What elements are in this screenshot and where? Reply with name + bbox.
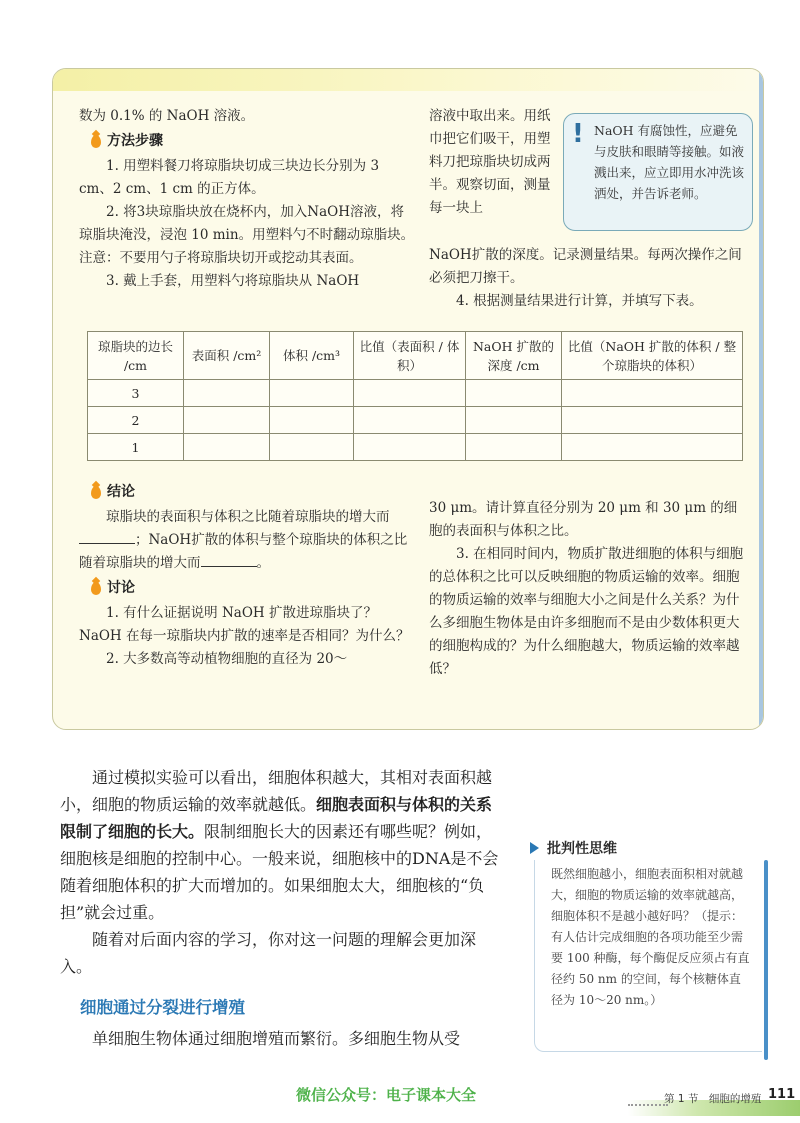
table-row bbox=[88, 407, 743, 434]
warning-callout bbox=[563, 113, 753, 231]
table-cell bbox=[466, 434, 562, 461]
conclusion-title: 结论 bbox=[107, 484, 135, 500]
step-4: 4. 根据测量结果进行计算，并填写下表。 bbox=[456, 293, 703, 309]
table-cell bbox=[354, 380, 466, 407]
warning-text: NaOH 有腐蚀性，应避免与皮肤和眼睛等接触。如液溅出来，应立即用水冲洗该洒处，并告诉老师。 bbox=[594, 123, 745, 201]
conclusion-part-a: 琼脂块的表面积与体积之比随着琼脂块的增大而 bbox=[106, 509, 390, 525]
drop-icon bbox=[91, 582, 101, 595]
method-heading bbox=[91, 130, 415, 153]
results-table bbox=[87, 331, 743, 461]
table-cell bbox=[270, 380, 354, 407]
paragraph-1 bbox=[60, 764, 500, 926]
table-cell bbox=[354, 434, 466, 461]
conclusion-discussion-left bbox=[79, 479, 415, 671]
table-cell bbox=[270, 434, 354, 461]
step-1: 1. 用塑料餐刀将琼脂块切成三块边长分别为 3 cm、2 cm、1 cm 的正方体。 bbox=[79, 158, 380, 197]
watermark: 微信公众号：电子课本大全 bbox=[296, 1086, 477, 1104]
conclusion-heading bbox=[91, 481, 415, 504]
sidebar-heading bbox=[530, 838, 758, 858]
answer-blank[interactable] bbox=[79, 530, 135, 544]
page-number: 111 bbox=[768, 1087, 796, 1102]
conclusion-text bbox=[79, 506, 415, 575]
step-2: 2. 将3块琼脂块放在烧杯内，加入NaOH溶液，将琼脂块淹没，浸泡 10 min。用塑料勺不时翻动琼脂块。注意：不要用勺子将琼脂块切开或挖动其表面。 bbox=[79, 204, 415, 266]
sidebar-title: 批判性思维 bbox=[547, 841, 617, 857]
conclusion-part-b: ；NaOH扩散的体积与整个琼脂块的体积之比随着琼脂块的增大而 bbox=[79, 532, 408, 571]
method-title: 方法步骤 bbox=[107, 133, 163, 149]
header-ratio-diffusion-vol: 比值（NaOH 扩散的体积 / 整个琼脂块的体积） bbox=[562, 332, 743, 380]
table-cell bbox=[354, 407, 466, 434]
step3-continuation-bottom: NaOH扩散的深度。记录测量结果。每两次操作之间必须把刀擦干。 bbox=[429, 247, 742, 286]
table-cell bbox=[270, 407, 354, 434]
drop-icon bbox=[91, 486, 101, 499]
table-cell bbox=[466, 380, 562, 407]
table-header-row bbox=[88, 332, 743, 380]
main-body bbox=[60, 764, 500, 1052]
discussion-title: 讨论 bbox=[107, 580, 135, 596]
discussion-2-cont: 30 μm。请计算直径分别为 20 μm 和 30 μm 的细胞的表面积与体积之比。 bbox=[429, 500, 738, 539]
experiment-box bbox=[52, 68, 764, 730]
table-cell bbox=[184, 380, 270, 407]
answer-blank[interactable] bbox=[201, 553, 257, 567]
table-row bbox=[88, 434, 743, 461]
critical-thinking-sidebar bbox=[518, 838, 758, 1056]
discussion-heading bbox=[91, 577, 415, 600]
paragraph-3: 单细胞生物体通过细胞增殖而繁衍。多细胞生物从受 bbox=[92, 1029, 461, 1048]
table-row bbox=[88, 380, 743, 407]
table-cell bbox=[562, 380, 743, 407]
header-diffusion-depth: NaOH 扩散的深度 /cm bbox=[466, 332, 562, 380]
step3-continuation-top: 溶液中取出来。用纸巾把它们吸干，用塑料刀把琼脂块切成两半。观察切面，测量每一块上 bbox=[429, 108, 551, 216]
header-edge-length: 琼脂块的边长 /cm bbox=[88, 332, 184, 380]
table-cell bbox=[184, 434, 270, 461]
conclusion-end: 。 bbox=[256, 555, 270, 571]
paragraph-1-b: 限制细胞长大的因素还有哪些呢？例如，细胞核是细胞的控制中心。一般来说，细胞核中的DNA是不会随着细胞体积的扩大而增加的。如果细胞太大，细胞核的“负担”就会过重。 bbox=[60, 822, 499, 922]
discussion-right bbox=[429, 497, 749, 681]
step-3: 3. 戴上手套，用塑料勺将琼脂块从 NaOH bbox=[106, 273, 360, 289]
experiment-right-column bbox=[429, 244, 749, 313]
chapter-label: 第 1 节 细胞的增殖 bbox=[664, 1093, 762, 1105]
exclamation-icon: ! bbox=[572, 119, 584, 149]
key-sentence: 细胞表面积与体积的关系限制了细胞的长大。 bbox=[60, 795, 493, 841]
table-cell bbox=[562, 407, 743, 434]
intro-line: 数为 0.1% 的 NaOH 溶液。 bbox=[79, 108, 255, 124]
section-title: 细胞通过分裂进行增殖 bbox=[80, 998, 245, 1017]
header-surface-area: 表面积 /cm² bbox=[184, 332, 270, 380]
table-cell bbox=[562, 434, 743, 461]
table-cell bbox=[466, 407, 562, 434]
table-cell: 2 bbox=[88, 407, 184, 434]
table-cell: 3 bbox=[88, 380, 184, 407]
discussion-3: 3. 在相同时间内，物质扩散进细胞的体积与细胞的总体积之比可以反映细胞的物质运输的效率。细胞的物质运输的效率与细胞大小之间是什么关系？为什么多细胞生物体是由许多细胞而不是由少数体积更大的细胞构成的？为什么细胞越大，物质运输的效率越低？ bbox=[429, 546, 744, 677]
triangle-marker-icon bbox=[530, 842, 539, 854]
table-cell: 1 bbox=[88, 434, 184, 461]
sidebar-text: 既然细胞越小，细胞表面积相对就越大，细胞的物质运输的效率就越高，细胞体积不是越小越好吗？（提示：有人估计完成细胞的各项功能至少需要 100 种酶，每个酶促反应须占有直径约 50 nm 的空间，每个核糖体直径为 10～20 nm。） bbox=[534, 860, 762, 1052]
header-volume: 体积 /cm³ bbox=[270, 332, 354, 380]
drop-icon bbox=[91, 135, 101, 148]
experiment-left-column bbox=[79, 105, 415, 293]
table-cell bbox=[184, 407, 270, 434]
discussion-1: 1. 有什么证据说明 NaOH 扩散进琼脂块了？NaOH 在每一琼脂块内扩散的速率是否相同？为什么？ bbox=[79, 605, 410, 644]
paragraph-1-a: 通过模拟实验可以看出，细胞体积越大，其相对表面积越小，细胞的物质运输的效率就越低。 bbox=[60, 768, 493, 814]
discussion-2-start: 2. 大多数高等动植物细胞的直径为 20～ bbox=[106, 651, 348, 667]
header-ratio-sa-vol: 比值（表面积 / 体积） bbox=[354, 332, 466, 380]
paragraph-2: 随着对后面内容的学习，你对这一问题的理解会更加深入。 bbox=[60, 930, 477, 976]
footer-dots bbox=[628, 1104, 668, 1110]
